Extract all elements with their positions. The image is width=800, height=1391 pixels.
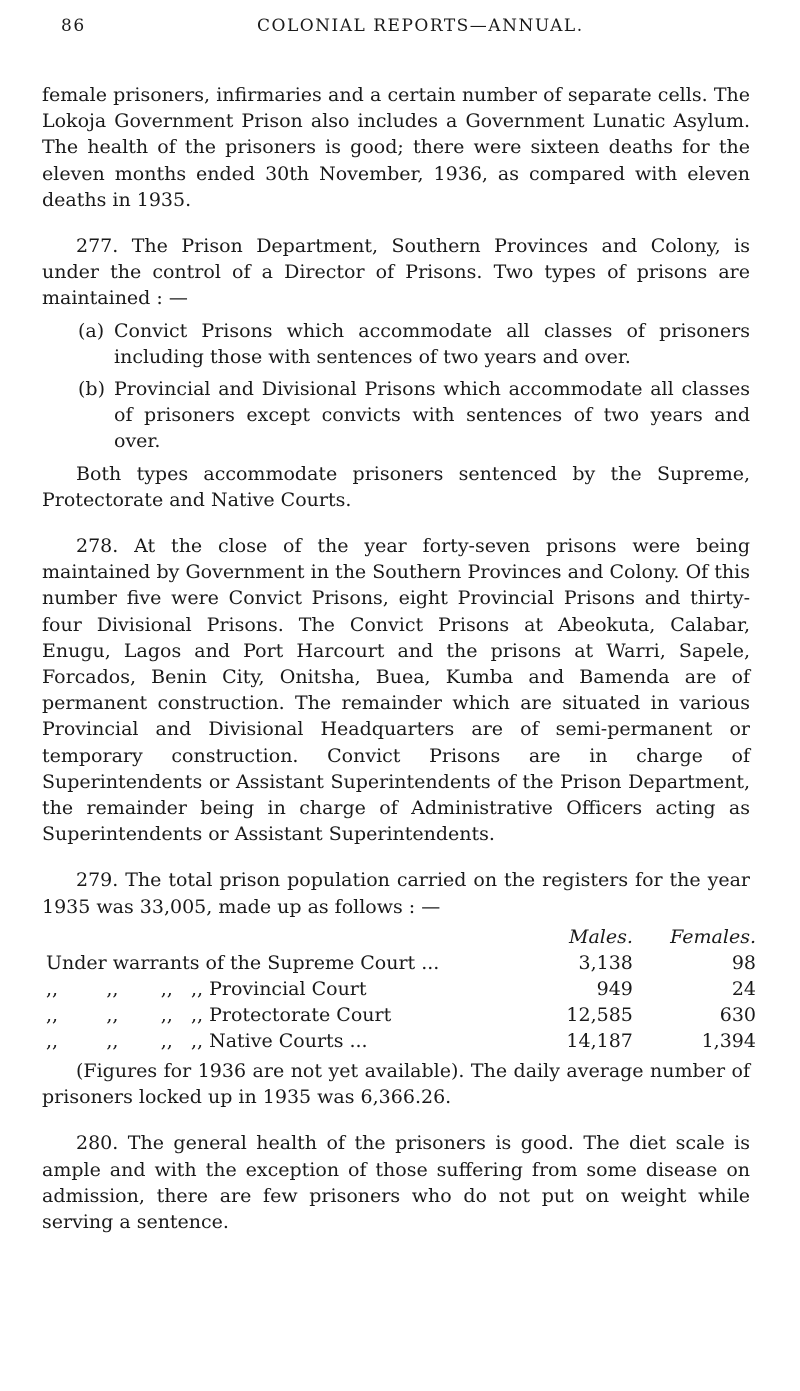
body-text	[42, 82, 756, 1235]
row-males: 14,187	[566, 1029, 633, 1052]
table-header-row	[42, 924, 756, 950]
row-females: 1,394	[701, 1029, 756, 1052]
list-item-a	[78, 318, 750, 370]
row-label: Protectorate Court	[209, 1003, 392, 1026]
header-males: Males.	[568, 925, 633, 948]
row-females: 98	[731, 951, 756, 974]
row-label: Under warrants of the Supreme Court ...	[46, 951, 440, 974]
list-label-b: (b)	[78, 378, 105, 401]
row-males: 3,138	[578, 951, 633, 974]
table-row	[42, 1002, 756, 1028]
population-table	[42, 924, 756, 1054]
paragraph-278: 278. At the close of the year forty-seven prisons were being maintained by Government in the Southern Provinces and Colony. Of this number five were Convict Prisons, eight Provincial Prisons and thirty-four Divisional Prisons. The Convict Prisons at Abeokuta, Calabar, Enugu, Lagos and Port Harcourt and the prisons at Warri, Sapele, Forcados, Benin City, Onitsha, Buea, Kumba and Bamenda are of permanent construction. The remainder which are situated in various Provincial and Divisional Headquarters are of semi-permanent or temporary construction. Convict Prisons are in charge of Superintendents or Assistant Superintendents of the Prison Department, the remainder being in charge of Administrative Officers acting as Superintendents or Assistant Superintendents.	[42, 535, 750, 846]
paragraph-intro: female prisoners, infirmaries and a certain number of separate cells. The Lokoja Government Prison also includes a Government Lunatic Asylum. The health of the prisoners is good; there were sixteen deaths for the eleven months ended 30th November, 1936, as compared with eleven deaths in 1935.	[42, 84, 750, 211]
list-text-a: Convict Prisons which accommodate all classes of prisoners including those with sentences of two years and over.	[114, 319, 750, 368]
ditto-marks: ,, ,, ,, ,,	[46, 1003, 204, 1026]
table-row	[42, 976, 756, 1002]
page-number: 86	[61, 16, 86, 36]
paragraph-280: 280. The general health of the prisoners is good. The diet scale is ample and with the exception of those suffering from some disease on admission, there are few prisoners who do not put on weight while serving a sentence.	[42, 1132, 750, 1233]
header-title: COLONIAL REPORTS—ANNUAL.	[257, 16, 584, 36]
list-item-b	[78, 376, 750, 455]
row-males: 12,585	[566, 1003, 633, 1026]
paragraph-279-end: (Figures for 1936 are not yet available). The daily average number of prisoners locked up in 1935 was 6,366.26.	[42, 1059, 750, 1109]
running-header	[42, 16, 744, 44]
ditto-marks: ,, ,, ,, ,,	[46, 977, 204, 1000]
table-row	[42, 950, 756, 976]
list-label-a: (a)	[78, 319, 105, 342]
row-females: 630	[719, 1003, 756, 1026]
row-males: 949	[596, 977, 633, 1000]
paragraph-277: 277. The Prison Department, Southern Provinces and Colony, is under the control of a Director of Prisons. Two types of prisons are maintained : —	[42, 235, 750, 310]
list-text-b: Provincial and Divisional Prisons which accommodate all classes of prisoners except convicts with sentences of two years and over.	[114, 378, 750, 453]
header-females: Females.	[670, 925, 756, 948]
row-label: Provincial Court	[209, 977, 367, 1000]
paragraph-277-end: Both types accommodate prisoners sentenced by the Supreme, Protectorate and Native Courts.	[42, 462, 750, 511]
table-row	[42, 1028, 756, 1054]
paragraph-279: 279. The total prison population carried on the registers for the year 1935 was 33,005, made up as follows : —	[42, 869, 750, 918]
row-label: Native Courts ...	[209, 1029, 368, 1052]
row-females: 24	[731, 977, 756, 1000]
ditto-marks: ,, ,, ,, ,,	[46, 1029, 204, 1052]
